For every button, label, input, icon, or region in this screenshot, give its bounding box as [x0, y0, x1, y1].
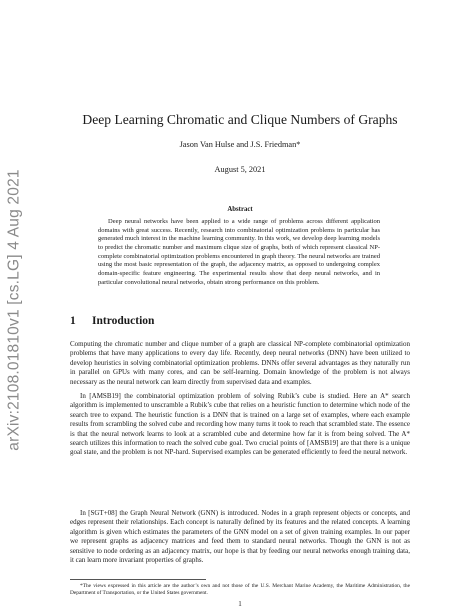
section-heading: [70, 315, 154, 327]
paper-title: Deep Learning Chromatic and Clique Numbers of Graphs: [82, 112, 398, 127]
paper-authors: Jason Van Hulse and J.S. Friedman*: [179, 140, 301, 149]
arxiv-identifier-stamp: [0, 150, 30, 470]
body-paragraph: In [AMSB19] the combinatorial optimization problem of solving Rubik’s cube is studied. Here an A* search algorithm is implemented to unscramble a Rubik’s cube that relies on a heuristic function to determine which node of the search tree to expand. The heuristic function is a DNN that is trained on a large set of examples, where each example results from scrambling the solved cube and recording how many turns it took to reach that scrambled state. The essence is that the neural network learns to look at a scrambled cube and determine how far it is from being solved. The A* search utilizes this information to reach the solved cube goal. Two crucial points of [AMSB19] are that there is a unique goal state, and the problem is not NP-hard. Supervised examples can be generated efficiently to feed the neural network.: [70, 392, 410, 457]
body-paragraph: In [SGT+08] the Graph Neural Network (GNN) is introduced. Nodes in a graph represent objects or concepts, and edges represent their relationships. Each concept is naturally defined by its features and the related concepts. A learning algorithm is given which estimates the parameters of the GNN model on a set of given training examples. In our paper we represent graphs as adjacency matrices and feed them to standard neural networks. Though the GNN is not as sensitive to node ordering as an adjacency matrix, our hope is that by feeding our neural networks enough training data, it can learn more invariant properties of graphs.: [70, 509, 410, 565]
paper-page: [70, 0, 410, 613]
arxiv-identifier-text: arXiv:2108.01810v1 [cs.LG] 4 Aug 2021: [6, 169, 23, 451]
footnote-divider: [70, 579, 206, 580]
paper-date: August 5, 2021: [214, 165, 266, 174]
section-title: Introduction: [92, 315, 155, 327]
footnote: *The views expressed in this article are the author’s own and not those of the U.S. Merchant Marine Academy, the Maritime Administration, the Department of Transportation, or the United States government.: [70, 583, 410, 596]
page-number: 1: [238, 600, 242, 608]
body-paragraph: Computing the chromatic number and clique number of a graph are classical NP-complete combinatorial optimization problems that have many applications to every day life. Recently, deep neural networks (DNN) have been utilized to develop heuristics in solving combinatorial optimization problems. DNNs offer several advantages as they naturally run in parallel on GPUs with many cores, and can be self-learning. Domain knowledge of the problem is not always necessary as the neural network can learn directly from supervised data and examples.: [70, 340, 410, 386]
abstract-heading: Abstract: [227, 206, 253, 213]
section-number: 1: [70, 315, 76, 327]
abstract-text: Deep neural networks have been applied to a wide range of problems across different application domains with great success. Recently, research into combinatorial optimization problems in particular has generated much interest in the machine learning community. In this work, we develop deep learning models to predict the chromatic number and maximum clique size of graphs, both of which represent classical NP-complete combinatorial optimization problems encountered in graph theory. The neural networks are trained using the most basic representation of the graph, the adjacency matrix, as opposed to undergoing complex domain-specific feature engineering. The experimental results show that deep neural networks, and in particular convolutional neural networks, obtain strong performance on this problem.: [98, 218, 380, 286]
